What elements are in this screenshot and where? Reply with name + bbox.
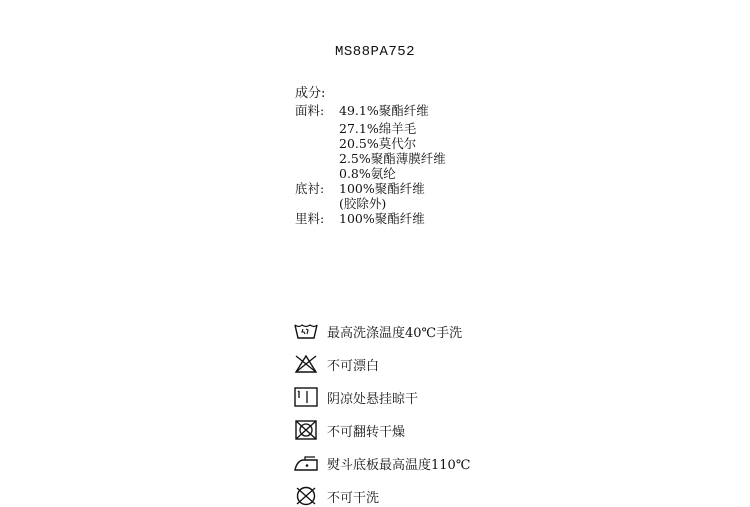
- care-text: 熨斗底板最高温度110℃: [327, 457, 471, 473]
- lining-line: 100%聚酯纤维: [339, 211, 425, 226]
- wash-40-icon: [293, 320, 319, 342]
- fabric-line: 27.1%绵羊毛: [339, 121, 417, 136]
- care-text: 阴凉处悬挂晾干: [327, 391, 419, 407]
- fabric-line: 0.8%氨纶: [339, 166, 396, 181]
- interlining-line: 100%聚酯纤维: [339, 181, 425, 196]
- care-item: [293, 485, 379, 507]
- iron-low-icon: [293, 452, 319, 474]
- composition-title: 成分:: [295, 86, 326, 101]
- interlining-line: (胶除外): [339, 196, 387, 211]
- style-code: MS88PA752: [334, 44, 416, 60]
- fabric-row: [295, 103, 429, 118]
- no-bleach-icon: [293, 353, 319, 375]
- care-item: [293, 419, 405, 441]
- interlining-row: [295, 181, 425, 196]
- care-item: [293, 320, 462, 342]
- no-dry-clean-icon: [293, 485, 319, 507]
- care-item: [293, 452, 470, 474]
- line-dry-shade-icon: [293, 386, 319, 408]
- care-text: 不可漂白: [327, 358, 380, 374]
- no-tumble-dry-icon: [293, 419, 319, 441]
- care-item: [293, 386, 418, 408]
- interlining-label: 底衬:: [295, 181, 325, 196]
- fabric-line: 20.5%莫代尔: [339, 136, 417, 151]
- care-text: 不可干洗: [327, 490, 380, 506]
- fabric-line: 2.5%聚酯薄膜纤维: [339, 151, 446, 166]
- fabric-line: 49.1%聚酯纤维: [339, 103, 429, 118]
- care-text: 最高洗涤温度40℃手洗: [327, 325, 463, 341]
- fabric-label: 面料:: [295, 103, 325, 118]
- care-text: 不可翻转干燥: [327, 424, 406, 440]
- lining-label: 里料:: [295, 211, 325, 226]
- care-item: [293, 353, 379, 375]
- lining-row: [295, 211, 425, 226]
